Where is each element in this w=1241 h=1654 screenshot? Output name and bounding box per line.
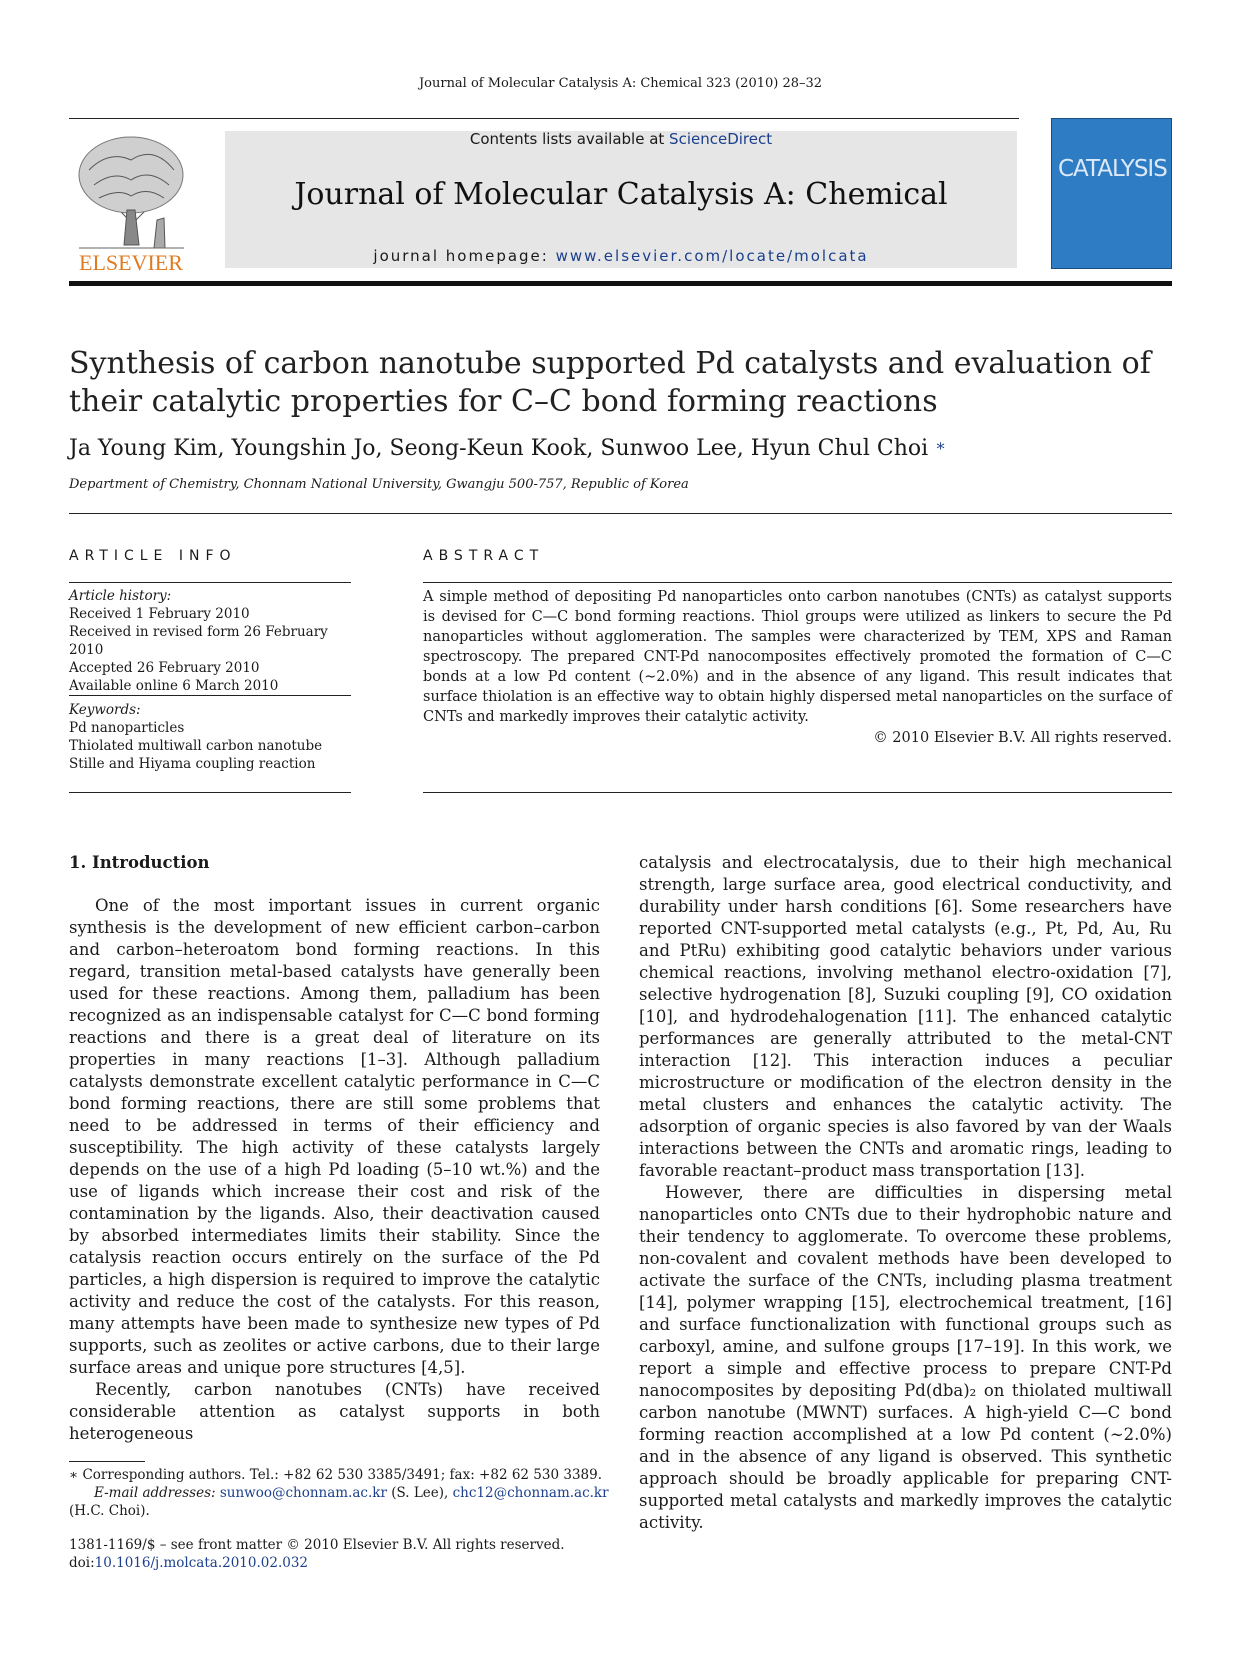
elsevier-wordmark: ELSEVIER	[79, 250, 183, 275]
homepage-prefix: journal homepage:	[373, 247, 556, 265]
doi-label: doi:	[69, 1555, 95, 1571]
elsevier-logo	[69, 130, 194, 275]
doi-link[interactable]: 10.1016/j.molcata.2010.02.032	[94, 1555, 308, 1571]
front-matter	[69, 1536, 609, 1572]
keyword-item: Thiolated multiwall carbon nanotube	[69, 738, 323, 754]
abstract-rule	[423, 582, 1172, 583]
abstract-rule	[423, 792, 1172, 793]
front-matter-line: 1381-1169/$ – see front matter © 2010 Elsevier B.V. All rights reserved.	[69, 1537, 565, 1553]
keyword-item: Stille and Hiyama coupling reaction	[69, 756, 316, 772]
body-column-right	[639, 852, 1172, 1534]
email-label: E-mail addresses:	[94, 1485, 220, 1501]
footnote-corresponding: ∗ Corresponding authors. Tel.: +82 62 530 3385/3491; fax: +82 62 530 3389.	[69, 1467, 603, 1483]
header-rule	[69, 118, 1019, 119]
article-info-rule	[69, 695, 351, 696]
homepage-link[interactable]: www.elsevier.com/locate/molcata	[555, 247, 869, 265]
article-info-rule	[69, 582, 351, 583]
email-owner: (H.C. Choi).	[69, 1503, 150, 1519]
article-history	[69, 587, 351, 695]
contents-prefix: Contents lists available at	[469, 130, 670, 148]
abstract-text: A simple method of depositing Pd nanoparticles onto carbon nanotubes (CNTs) as catalyst supports is devised for C—C bond forming reactions. Thiol groups were utilized as linkers to secure the Pd nanoparticles without agglomeration. The samples were characterized by TEM, XPS and Raman spectroscopy. The prepared CNT-Pd nanocomposites effectively promoted the formation of C—C bonds at a low Pd content (∼2.0%) and in the absence of any ligand. This result indicates that surface thiolation is an effective way to obtain highly dispersed metal nanoparticles on the surface of CNTs and markedly improves their catalytic activity.	[423, 589, 1172, 725]
email-owner: (S. Lee),	[386, 1485, 453, 1501]
abstract-copyright: © 2010 Elsevier B.V. All rights reserved.	[873, 730, 1172, 746]
body-column-left	[69, 852, 600, 1445]
history-item: Received in revised form 26 February 2010	[69, 624, 328, 658]
homepage-line	[225, 247, 1017, 265]
author-names: Ja Young Kim, Youngshin Jo, Seong-Keun Kook, Sunwoo Lee, Hyun Chul Choi	[69, 436, 929, 461]
contents-line	[225, 130, 1017, 148]
email-link[interactable]: sunwoo@chonnam.ac.kr	[219, 1485, 387, 1501]
history-item: Accepted 26 February 2010	[69, 660, 260, 676]
article-info-heading: ARTICLE INFO	[69, 548, 237, 564]
abstract-heading: ABSTRACT	[423, 548, 545, 564]
author-list	[69, 436, 1169, 461]
journal-cover-image	[1051, 118, 1172, 269]
section-heading: 1. Introduction	[69, 853, 210, 872]
history-item: Available online 6 March 2010	[69, 678, 279, 694]
email-link[interactable]: chc12@chonnam.ac.kr	[452, 1485, 609, 1501]
history-item: Received 1 February 2010	[69, 606, 250, 622]
doi-line	[69, 1554, 609, 1572]
body-paragraph: One of the most important issues in current organic synthesis is the development of new efficient carbon–carbon and carbon–heteroatom bond forming reactions. In this regard, transition metal-based catalysts have generally been used for these reactions. Among them, palladium has been recognized as an indispensable catalyst for C—C bond forming reactions and there is a great deal of literature on its properties in many reactions [1–3]. Although palladium catalysts demonstrate excellent catalytic performance in C—C bond forming reactions, there are still some problems that need to be addressed in terms of their efficiency and susceptibility. The high activity of these catalysts largely depends on the use of a high Pd loading (5–10 wt.%) and the use of ligands which increase their cost and risk of the contamination by the ligands. Also, their deactivation caused by absorbed intermediates limits their stability. Since the catalysis reaction occurs entirely on the surface of the Pd particles, a high dispersion is required to improve the catalytic activity and reduce the cost of the catalysts. For this reason, many attempts have been made to synthesize new types of Pd supports, such as zeolites or active carbons, due to their large surface areas and unique pore structures [4,5].	[69, 896, 600, 1377]
history-label: Article history:	[69, 588, 172, 604]
sciencedirect-link[interactable]: ScienceDirect	[669, 130, 773, 148]
keywords	[69, 701, 351, 773]
footnote-emails	[69, 1484, 609, 1502]
body-paragraph: However, there are difficulties in dispersing metal nanoparticles onto CNTs due to their hydrophobic nature and their tendency to agglomerate. To overcome these problems, non-covalent and covalent methods have been developed to activate the surface of the CNTs, including plasma treatment [14], polymer wrapping [15], electrochemical treatment, [16] and surface functionalization with functional groups such as carboxyl, amine, and sulfone groups [17–19]. In this work, we report a simple and effective process to prepare CNT-Pd nanocomposites by depositing Pd(dba)₂ on thiolated multiwall carbon nanotube (MWNT) surfaces. A high-yield C—C bond forming reaction accomplished at a low Pd content (∼2.0%) and in the absence of any ligand is observed. This synthetic approach should be broadly applicable for preparing CNT-supported metal catalysts and markedly improves the catalytic activity.	[639, 1183, 1172, 1532]
keywords-label: Keywords:	[69, 702, 141, 718]
header-thick-rule	[69, 281, 1172, 286]
corresponding-footnote	[69, 1466, 609, 1520]
body-paragraph: Recently, carbon nanotubes (CNTs) have received considerable attention as catalyst supports in both heterogeneous	[69, 1380, 600, 1443]
affiliation: Department of Chemistry, Chonnam National University, Gwangju 500-757, Republic of Korea	[69, 477, 689, 492]
footnote-rule	[69, 1461, 145, 1462]
running-head: Journal of Molecular Catalysis A: Chemical 323 (2010) 28–32	[418, 76, 823, 91]
keyword-item: Pd nanoparticles	[69, 720, 185, 736]
corresponding-author-mark[interactable]: ∗	[935, 436, 947, 455]
article-info-rule	[69, 792, 351, 793]
journal-name: Journal of Molecular Catalysis A: Chemical	[294, 177, 948, 212]
body-paragraph: catalysis and electrocatalysis, due to their high mechanical strength, large surface area, good electrical conductivity, and durability under harsh conditions [6]. Some researchers have reported CNT-supported metal catalysts (e.g., Pt, Pd, Au, Ru and PtRu) exhibiting good catalytic behaviors under various chemical reactions, involving methanol electro-oxidation [7], selective hydrogenation [8], Suzuki coupling [9], CO oxidation [10], and hydrodehalogenation [11]. The enhanced catalytic performances are generally attributed to the metal-CNT interaction [12]. This interaction induces a peculiar microstructure or modification of the electron density in the metal clusters and enhances the catalytic activity. The adsorption of organic species is also favored by van der Waals interactions between the CNTs and aromatic rings, leading to favorable reactant–product mass transportation [13].	[639, 853, 1172, 1180]
title-rule	[69, 513, 1172, 514]
cover-title: CATALYSIS	[1058, 156, 1167, 182]
paper-title: Synthesis of carbon nanotube supported Pd catalysts and evaluation of their catalytic properties for C–C bond forming reactions	[69, 346, 1151, 419]
